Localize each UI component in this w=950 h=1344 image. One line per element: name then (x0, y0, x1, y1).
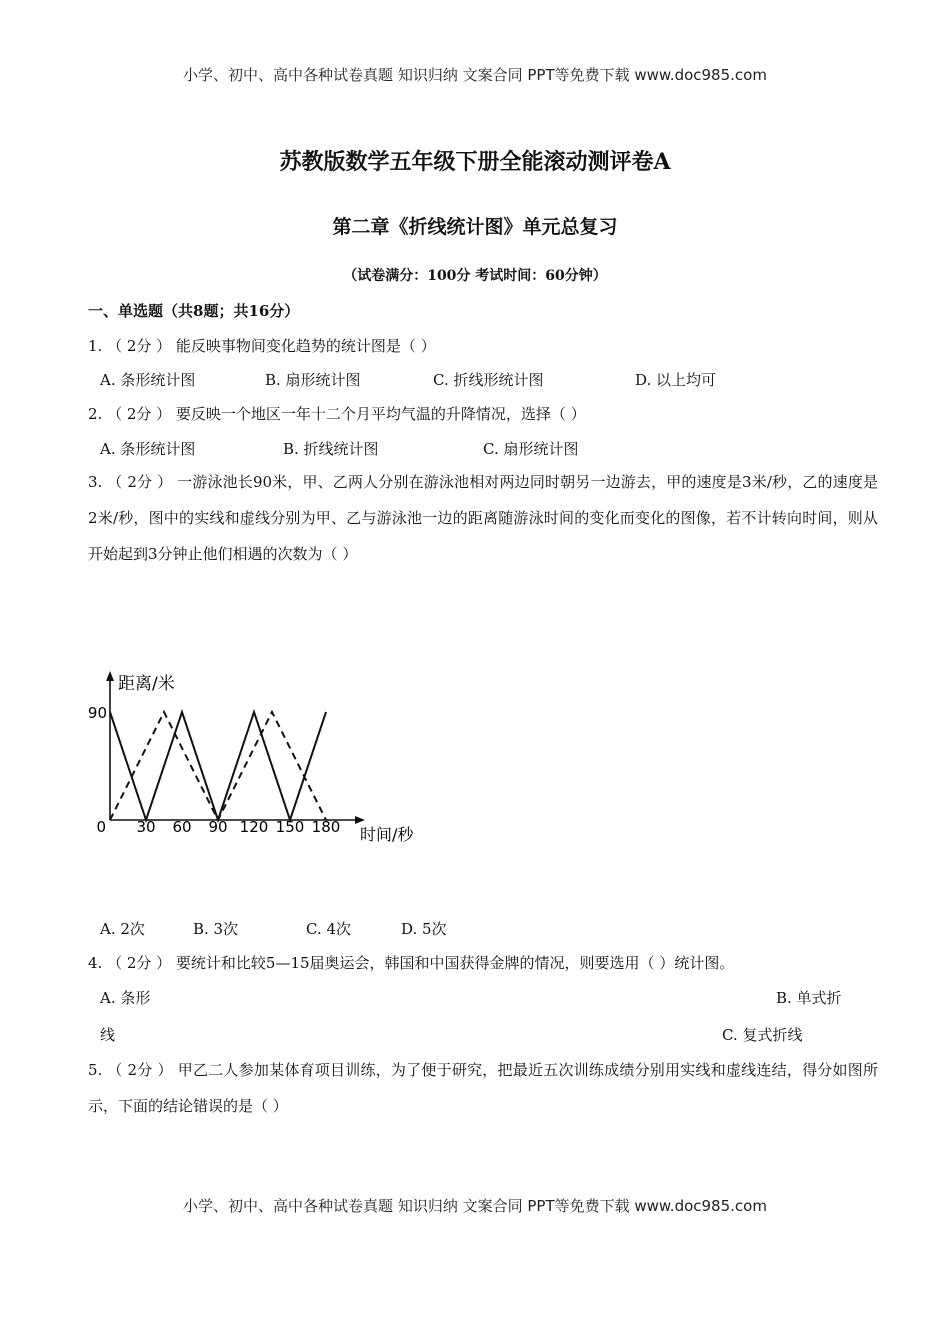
question-2-stem: 2. （ 2分 ） 要反映一个地区一年十二个月平均气温的升降情况，选择（ ） (88, 405, 586, 423)
x-tick-label: 150 (275, 818, 305, 836)
question-1-stem: 1. （ 2分 ） 能反映事物间变化趋势的统计图是（ ） (88, 337, 436, 355)
question-5-stem: 5. （ 2分 ） 甲乙二人参加某体育项目训练，为了便于研究，把最近五次训练成绩分别用实线和虚线连结，得分如图所示，下面的结论错误的是（ ） (88, 1061, 878, 1115)
y-tick-label: 90 (87, 704, 107, 722)
section-heading: 一、单选题（共8题；共16分） (88, 302, 300, 320)
question-1-option-d: D. 以上均可 (635, 371, 717, 389)
x-tick-label: 60 (172, 818, 192, 836)
series-yi-dashed-line (110, 712, 326, 820)
exam-info: （试卷满分：100分 考试时间：60分钟） (343, 268, 607, 284)
question-3-option-b: B. 3次 (193, 920, 239, 938)
page-footer: 小学、初中、高中各种试卷真题 知识归纳 文案合同 PPT等免费下载 www.doc985.com (183, 1197, 767, 1215)
distance-time-chart (85, 665, 435, 850)
x-tick-label: 120 (239, 818, 269, 836)
origin-label: 0 (96, 818, 106, 836)
question-4-option-b-continued: 线 (100, 1026, 116, 1044)
question-1-option-b: B. 扇形统计图 (265, 371, 361, 389)
x-axis-arrow (355, 816, 365, 824)
question-3-option-c: C. 4次 (306, 920, 352, 938)
question-2-option-c: C. 扇形统计图 (483, 440, 579, 458)
x-tick-label: 30 (136, 818, 156, 836)
question-4-option-b: B. 单式折 (776, 989, 842, 1007)
question-1-option-c: C. 折线形统计图 (433, 371, 544, 389)
paper-subtitle: 第二章《折线统计图》单元总复习 (332, 216, 618, 238)
y-axis-label: 距离/米 (118, 674, 175, 694)
question-2-option-a: A. 条形统计图 (100, 440, 196, 458)
question-4-stem: 4. （ 2分 ） 要统计和比较5—15届奥运会，韩国和中国获得金牌的情况，则要选用（ ）统计图。 (88, 954, 735, 972)
question-3-stem: 3. （ 2分 ） 一游泳池长90米，甲、乙两人分别在游泳池相对两边同时朝另一边游去，甲的速度是3米/秒，乙的速度是2米/秒，图中的实线和虚线分别为甲、乙与游泳池一边的距离随游泳时间的变化而变化的图像，若不计转向时间，则从开始起到3分钟止他们相遇的次数为（ ） (88, 473, 878, 563)
paper-title: 苏教版数学五年级下册全能滚动测评卷A (279, 149, 671, 175)
y-axis-arrow (106, 671, 114, 681)
page-header: 小学、初中、高中各种试卷真题 知识归纳 文案合同 PPT等免费下载 www.doc985.com (183, 66, 767, 84)
question-4-option-c: C. 复式折线 (722, 1026, 803, 1044)
x-axis-label: 时间/秒 (360, 825, 414, 844)
question-2-option-b: B. 折线统计图 (283, 440, 379, 458)
question-3-option-d: D. 5次 (401, 920, 447, 938)
question-1-option-a: A. 条形统计图 (100, 371, 196, 389)
question-4-option-a: A. 条形 (100, 989, 151, 1007)
series-jia-solid-line (110, 712, 326, 820)
question-3-option-a: A. 2次 (100, 920, 145, 938)
x-tick-label: 180 (311, 818, 341, 836)
x-tick-label: 90 (208, 818, 228, 836)
